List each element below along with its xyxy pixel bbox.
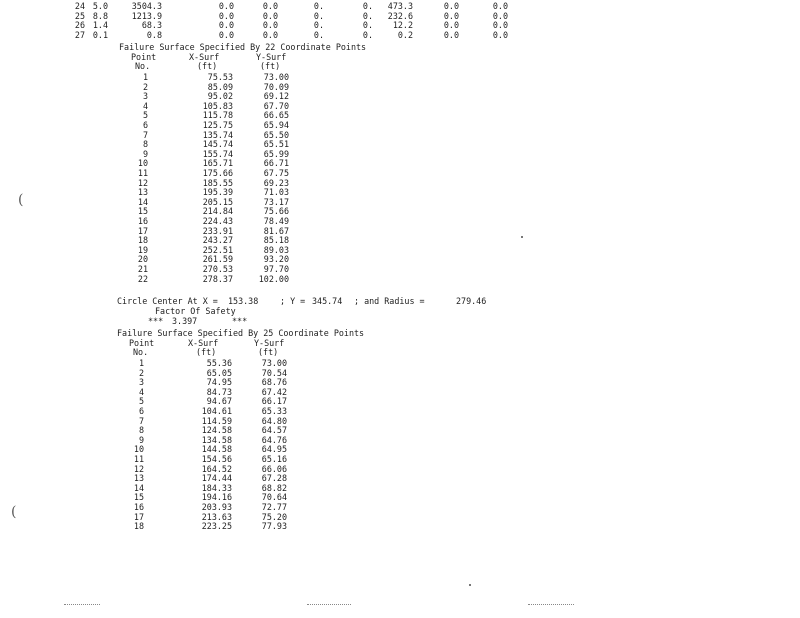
- y-coordinate: 69.23: [263, 177, 289, 188]
- x-coordinate: 74.95: [206, 377, 232, 388]
- y-coordinate: 70.64: [261, 492, 287, 503]
- x-coordinate: 252.51: [202, 244, 233, 255]
- point-number: 10: [133, 444, 144, 455]
- slice-cell: 25: [74, 10, 85, 21]
- slice-cell: 26: [74, 20, 85, 31]
- x-coordinate: 65.05: [206, 367, 232, 378]
- x-coordinate: 195.39: [202, 187, 233, 198]
- slice-cell: 27: [74, 29, 85, 40]
- slice-cell: 0.: [362, 1, 373, 11]
- fos-stars-left: ***: [148, 316, 164, 326]
- y-coordinate: 65.94: [263, 120, 289, 130]
- slice-cell: 68.3: [141, 20, 162, 31]
- slice-cell: 0.0: [218, 1, 234, 11]
- point-number: 12: [133, 463, 144, 474]
- y-coordinate: 93.20: [263, 254, 289, 265]
- point-number: 3: [138, 377, 144, 388]
- slice-cell: 24: [74, 1, 85, 11]
- y-coordinate: 72.77: [261, 502, 287, 512]
- y-coordinate: 69.12: [263, 91, 289, 102]
- point-number: 22: [137, 273, 148, 284]
- slice-cell: 1.4: [92, 20, 108, 31]
- x-coordinate: 124.58: [201, 425, 232, 436]
- surface2-header-xunit: (ft): [196, 347, 217, 357]
- y-coordinate: 65.51: [263, 139, 289, 150]
- y-coordinate: 73.00: [261, 358, 287, 368]
- x-coordinate: 55.36: [206, 358, 232, 368]
- scan-speck: [469, 584, 471, 586]
- slice-cell: 0.0: [262, 10, 278, 21]
- surface1-title: Failure Surface Specified By 22 Coordinate Points: [119, 42, 367, 52]
- slice-cell: 0.0: [218, 29, 234, 40]
- surface2-header-no: No.: [133, 347, 149, 357]
- y-coordinate: 66.65: [263, 110, 289, 121]
- y-coordinate: 78.49: [263, 216, 289, 226]
- point-number: 9: [142, 148, 148, 159]
- surface1-header-point: Point: [131, 52, 157, 62]
- point-number: 20: [137, 254, 148, 265]
- y-coordinate: 73.17: [263, 196, 289, 207]
- slice-cell: 8.8: [92, 10, 108, 21]
- point-number: 15: [133, 492, 144, 503]
- slice-cell: 0.0: [218, 10, 234, 21]
- slice-cell: 0.: [313, 1, 324, 11]
- footer-dotted-line: [307, 604, 351, 605]
- x-coordinate: 144.58: [201, 444, 232, 455]
- x-coordinate: 194.16: [201, 492, 232, 503]
- y-coordinate: 85.18: [263, 235, 289, 246]
- x-coordinate: 114.59: [201, 415, 232, 426]
- y-coordinate: 65.16: [261, 454, 287, 464]
- point-number: 1: [138, 358, 144, 368]
- point-number: 6: [142, 120, 148, 130]
- y-coordinate: 67.42: [261, 386, 287, 397]
- surface2-header-xsurf: X-Surf: [188, 338, 219, 348]
- x-coordinate: 145.74: [202, 139, 233, 150]
- x-coordinate: 243.27: [202, 235, 233, 246]
- y-coordinate: 75.66: [263, 206, 289, 217]
- point-number: 17: [133, 511, 144, 522]
- x-coordinate: 185.55: [202, 177, 233, 188]
- surface1-header-yunit: (ft): [260, 61, 281, 71]
- x-coordinate: 224.43: [202, 216, 233, 226]
- surface2-header-ysurf: Y-Surf: [254, 338, 285, 348]
- slice-cell: 0.0: [218, 20, 234, 31]
- slice-cell: 0.: [313, 20, 324, 31]
- slice-cell: 0.0: [492, 20, 508, 31]
- surface2-header-point: Point: [129, 338, 155, 348]
- circle-center-y-label: ; Y =: [280, 296, 306, 306]
- y-coordinate: 68.82: [261, 482, 287, 493]
- slice-cell: 1213.9: [131, 10, 162, 21]
- footer-dotted-line: [64, 604, 100, 605]
- y-coordinate: 81.67: [263, 225, 289, 236]
- scan-hole-mark-top: (: [18, 192, 24, 208]
- x-coordinate: 165.71: [202, 158, 233, 169]
- slice-cell: 0.: [362, 20, 373, 31]
- point-number: 3: [142, 91, 148, 102]
- x-coordinate: 223.25: [201, 521, 232, 532]
- y-coordinate: 97.70: [263, 264, 289, 274]
- slice-cell: 0.0: [262, 29, 278, 40]
- point-number: 11: [133, 454, 144, 464]
- point-number: 16: [137, 216, 148, 226]
- slice-cell: 0.: [313, 10, 324, 21]
- x-coordinate: 164.52: [201, 463, 232, 474]
- scan-speck: [521, 236, 523, 238]
- point-number: 9: [138, 434, 144, 445]
- x-coordinate: 104.61: [201, 406, 232, 416]
- surface1-header-xsurf: X-Surf: [189, 52, 220, 62]
- point-number: 19: [137, 244, 148, 255]
- x-coordinate: 261.59: [202, 254, 233, 265]
- y-coordinate: 75.20: [261, 511, 287, 522]
- x-coordinate: 95.02: [207, 91, 233, 102]
- y-coordinate: 71.03: [263, 187, 289, 198]
- y-coordinate: 65.33: [261, 406, 287, 416]
- y-coordinate: 65.99: [263, 148, 289, 159]
- slice-cell: 0.0: [443, 10, 459, 21]
- slice-cell: 0.8: [146, 29, 162, 40]
- surface2-title: Failure Surface Specified By 25 Coordinate Points: [117, 328, 365, 338]
- x-coordinate: 184.33: [201, 482, 232, 493]
- y-coordinate: 67.75: [263, 168, 289, 178]
- slice-cell: 5.0: [92, 1, 108, 11]
- slice-cell: 0.1: [92, 29, 108, 40]
- y-coordinate: 89.03: [263, 244, 289, 255]
- point-number: 2: [138, 367, 144, 378]
- y-coordinate: 73.00: [263, 72, 289, 82]
- y-coordinate: 68.76: [261, 377, 287, 388]
- point-number: 16: [133, 502, 144, 512]
- point-number: 15: [137, 206, 148, 217]
- x-coordinate: 205.15: [202, 196, 233, 207]
- x-coordinate: 94.67: [206, 396, 232, 407]
- slice-cell: 0.0: [443, 29, 459, 40]
- circle-center-y: 345.74: [312, 296, 343, 306]
- point-number: 4: [138, 386, 144, 397]
- slice-cell: 0.: [362, 29, 373, 40]
- y-coordinate: 67.28: [261, 473, 287, 484]
- x-coordinate: 75.53: [207, 72, 233, 82]
- y-coordinate: 66.17: [261, 396, 287, 407]
- slice-cell: 0.0: [492, 1, 508, 11]
- circle-radius: 279.46: [456, 296, 487, 306]
- point-number: 13: [137, 187, 148, 198]
- x-coordinate: 175.66: [202, 168, 233, 178]
- scan-hole-mark-bottom: (: [11, 504, 17, 520]
- x-coordinate: 214.84: [202, 206, 233, 217]
- slice-cell: 0.0: [443, 1, 459, 11]
- point-number: 1: [142, 72, 148, 82]
- slice-cell: 3504.3: [131, 1, 162, 11]
- slice-cell: 0.0: [443, 20, 459, 31]
- slice-cell: 0.0: [492, 29, 508, 40]
- slice-cell: 0.0: [262, 20, 278, 31]
- x-coordinate: 125.75: [202, 120, 233, 130]
- y-coordinate: 65.50: [263, 129, 289, 140]
- point-number: 21: [137, 264, 148, 274]
- x-coordinate: 154.56: [201, 454, 232, 464]
- fos-label: Factor Of Safety: [155, 306, 236, 316]
- point-number: 11: [137, 168, 148, 178]
- point-number: 8: [138, 425, 144, 436]
- x-coordinate: 105.83: [202, 100, 233, 111]
- point-number: 13: [133, 473, 144, 484]
- point-number: 14: [133, 482, 144, 493]
- x-coordinate: 174.44: [201, 473, 232, 484]
- circle-center-label: Circle Center At X =: [117, 296, 218, 306]
- x-coordinate: 278.37: [202, 273, 233, 284]
- point-number: 7: [138, 415, 144, 426]
- surface1-header-no: No.: [135, 61, 151, 71]
- surface2-header-yunit: (ft): [258, 347, 279, 357]
- slice-cell: 0.0: [492, 10, 508, 21]
- point-number: 6: [138, 406, 144, 416]
- point-number: 5: [138, 396, 144, 407]
- y-coordinate: 66.06: [261, 463, 287, 474]
- y-coordinate: 67.70: [263, 100, 289, 111]
- x-coordinate: 270.53: [202, 264, 233, 274]
- point-number: 8: [142, 139, 148, 150]
- x-coordinate: 135.74: [202, 129, 233, 140]
- x-coordinate: 233.91: [202, 225, 233, 236]
- point-number: 7: [142, 129, 148, 140]
- y-coordinate: 64.95: [261, 444, 287, 455]
- point-number: 14: [137, 196, 148, 207]
- slice-cell: 0.0: [262, 1, 278, 11]
- slice-cell: 232.6: [387, 10, 413, 21]
- x-coordinate: 85.09: [207, 81, 233, 92]
- x-coordinate: 84.73: [206, 386, 232, 397]
- point-number: 12: [137, 177, 148, 188]
- circle-center-x: 153.38: [228, 296, 259, 306]
- surface1-header-ysurf: Y-Surf: [256, 52, 287, 62]
- x-coordinate: 213.63: [201, 511, 232, 522]
- x-coordinate: 115.78: [202, 110, 233, 121]
- x-coordinate: 203.93: [201, 502, 232, 512]
- slice-cell: 12.2: [392, 20, 413, 31]
- y-coordinate: 66.71: [263, 158, 289, 169]
- x-coordinate: 134.58: [201, 434, 232, 445]
- point-number: 2: [142, 81, 148, 92]
- point-number: 10: [137, 158, 148, 169]
- footer-dotted-line: [528, 604, 574, 605]
- y-coordinate: 70.54: [261, 367, 287, 378]
- surface1-header-xunit: (ft): [197, 61, 218, 71]
- point-number: 5: [142, 110, 148, 121]
- fos-stars-right: ***: [232, 316, 248, 326]
- point-number: 18: [137, 235, 148, 246]
- y-coordinate: 64.80: [261, 415, 287, 426]
- x-coordinate: 155.74: [202, 148, 233, 159]
- point-number: 18: [133, 521, 144, 532]
- point-number: 17: [137, 225, 148, 236]
- circle-radius-label: ; and Radius =: [354, 296, 425, 306]
- slice-cell: 0.: [362, 10, 373, 21]
- slice-cell: 0.2: [397, 29, 413, 40]
- point-number: 4: [142, 100, 148, 111]
- slice-cell: 473.3: [387, 1, 413, 11]
- slice-cell: 0.: [313, 29, 324, 40]
- y-coordinate: 70.09: [263, 81, 289, 92]
- y-coordinate: 64.76: [261, 434, 287, 445]
- y-coordinate: 77.93: [261, 521, 287, 532]
- fos-value: 3.397: [172, 316, 198, 326]
- y-coordinate: 64.57: [261, 425, 287, 436]
- y-coordinate: 102.00: [258, 273, 289, 284]
